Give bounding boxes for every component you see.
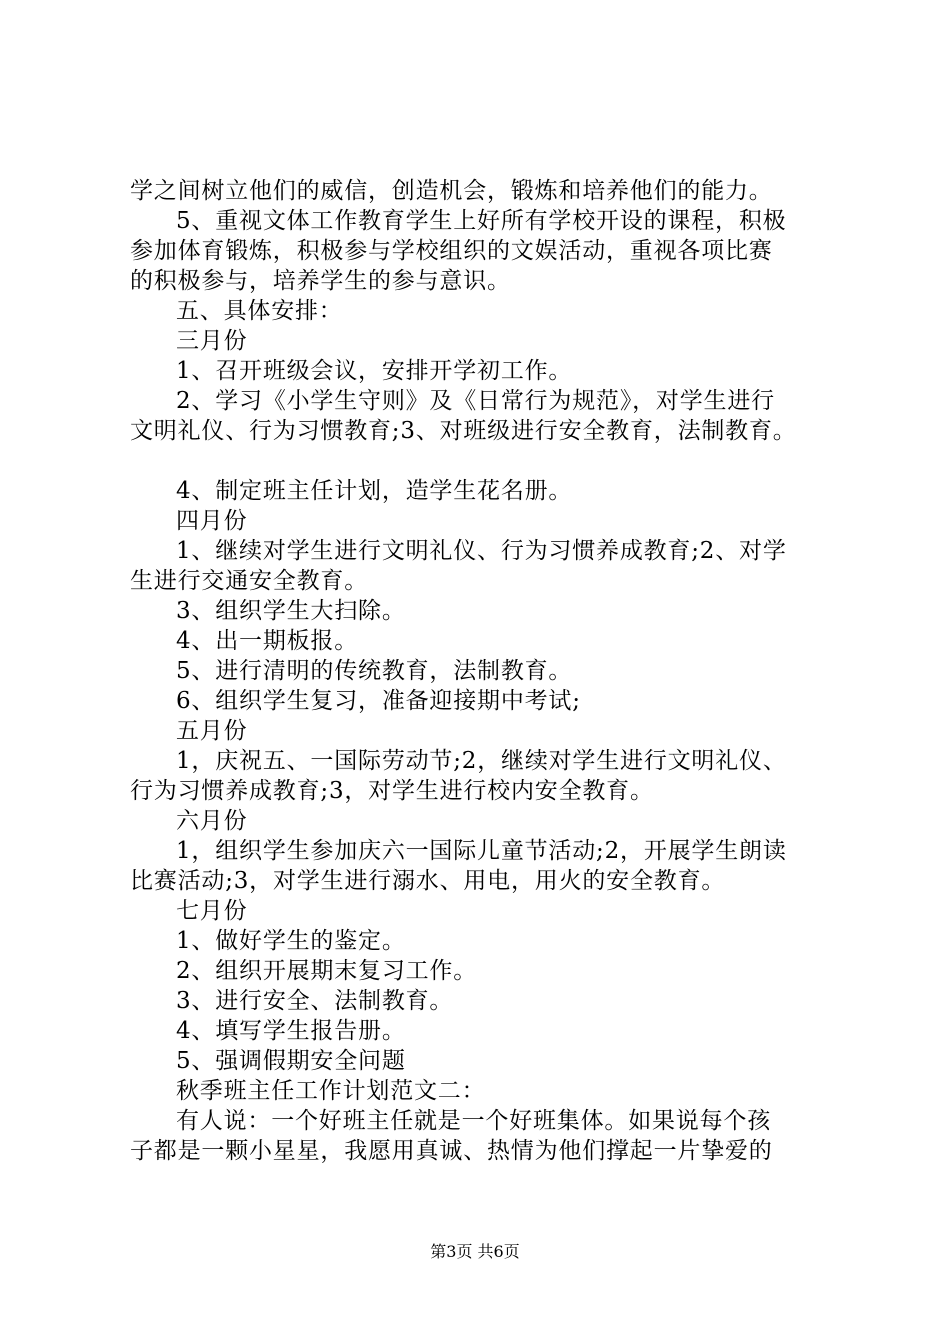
text-line: 学之间树立他们的威信，创造机会，锻炼和培养他们的能力。 (130, 178, 773, 204)
text-line: 6、组织学生复习，准备迎接期中考试; (176, 688, 581, 714)
document-body (130, 176, 850, 1166)
blank-line (130, 446, 850, 476)
text-line: 2、学习《小学生守则》及《日常行为规范》，对学生进行 (176, 388, 775, 414)
text-line: 生进行交通安全教育。 (130, 568, 368, 594)
text-line: 3、组织学生大扫除。 (176, 598, 406, 624)
month-heading: 七月份 (176, 898, 248, 924)
month-heading: 六月份 (176, 808, 248, 834)
text-line: 1，组织学生参加庆六一国际儿童节活动;2，开展学生朗读 (176, 838, 787, 864)
text-line: 4、制定班主任计划，造学生花名册。 (176, 478, 573, 504)
text-line: 1、做好学生的鉴定。 (176, 928, 406, 954)
text-line: 5、强调假期安全问题 (176, 1048, 406, 1074)
text-line: 的积极参与，培养学生的参与意识。 (130, 268, 511, 294)
text-line: 3、进行安全、法制教育。 (176, 988, 454, 1014)
text-line: 1，庆祝五、一国际劳动节;2，继续对学生进行文明礼仪、 (176, 748, 787, 774)
text-line: 4、填写学生报告册。 (176, 1018, 406, 1044)
section-heading: 秋季班主任工作计划范文二： (176, 1078, 486, 1104)
month-heading: 四月份 (176, 508, 248, 534)
text-line: 子都是一颗小星星，我愿用真诚、热情为他们撑起一片挚爱的 (130, 1138, 773, 1164)
section-heading: 五、具体安排： (176, 298, 343, 324)
text-line: 行为习惯养成教育;3，对学生进行校内安全教育。 (130, 778, 654, 804)
text-line: 文明礼仪、行为习惯教育;3、对班级进行安全教育，法制教育。 (130, 418, 797, 444)
text-line: 4、出一期板报。 (176, 628, 359, 654)
text-line: 比赛活动;3，对学生进行溺水、用电，用火的安全教育。 (130, 868, 726, 894)
month-heading: 五月份 (176, 718, 248, 744)
page-footer: 第3页 共6页 (430, 1242, 520, 1261)
text-line: 1、召开班级会议，安排开学初工作。 (176, 358, 573, 384)
month-heading: 三月份 (176, 328, 248, 354)
text-line: 2、组织开展期末复习工作。 (176, 958, 478, 984)
text-line: 5、进行清明的传统教育，法制教育。 (176, 658, 573, 684)
text-line: 参加体育锻炼，积极参与学校组织的文娱活动，重视各项比赛 (130, 238, 773, 264)
text-line: 有人说：一个好班主任就是一个好班集体。如果说每个孩 (176, 1108, 771, 1134)
text-line: 1、继续对学生进行文明礼仪、行为习惯养成教育;2、对学 (176, 538, 787, 564)
text-line: 5、重视文体工作教育学生上好所有学校开设的课程，积极 (176, 208, 787, 234)
